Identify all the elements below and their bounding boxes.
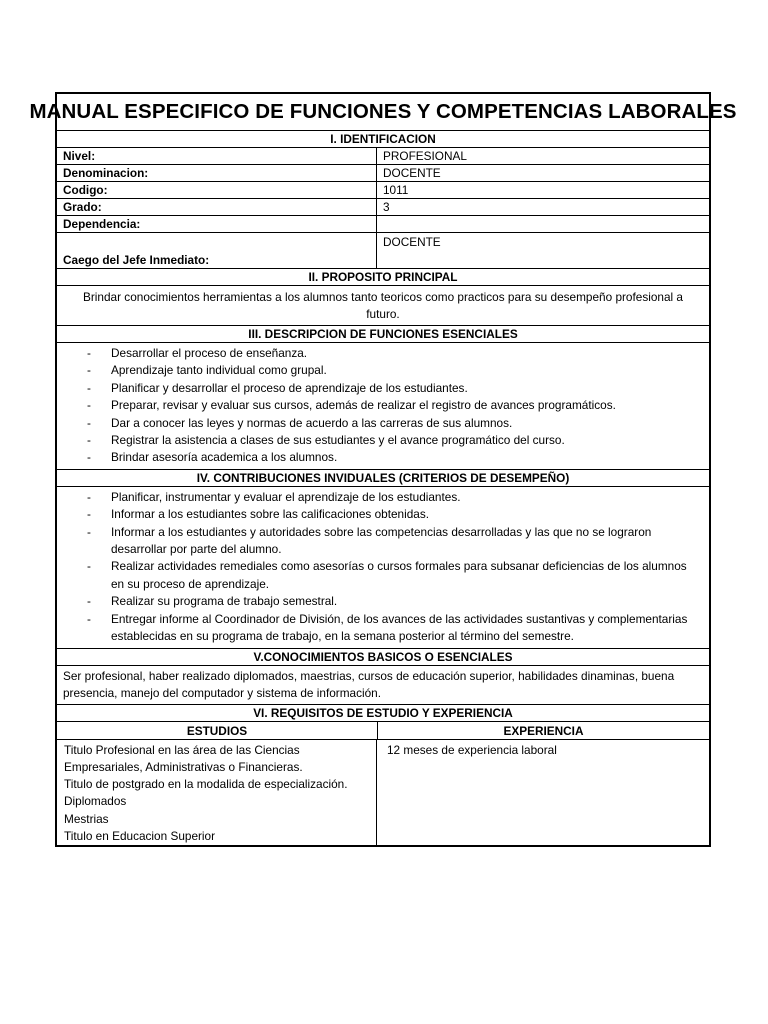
list-item [57,397,709,414]
funciones-list-container [57,342,709,469]
list-item-text: Realizar actividades remediales como asesorías o cursos formales para subsanar deficiencias de los alumnos en su proceso de aprendizaje. [111,559,687,591]
estudios-line: Empresariales, Administrativas o Financieras. [64,759,303,774]
functions-manual-document [29,92,737,847]
estudios-line: Diplomados [64,794,127,809]
list-item-text: Realizar su programa de trabajo semestral. [111,594,338,609]
document-title: MANUAL ESPECIFICO DE FUNCIONES Y COMPETENCIAS LABORALES [29,100,737,123]
list-item [57,345,709,362]
list-item-text: Entregar informe al Coordinador de División, de los avances de las actividades sustantivas y complementarias establecidas en su programa de trabajo, en la semana posterior al término del semestre. [111,611,688,644]
dash-bullet: - [87,346,91,360]
estudios-line: Mestrias [64,811,109,826]
proposito-text: Brindar conocimientos herramientas a los alumnos tanto teoricos como practicos para su desempeño profesional a futuro. [57,285,709,325]
field-codigo [57,181,709,198]
dash-bullet: - [87,524,91,539]
list-item-text: Desarrollar el proceso de enseñanza. [111,346,308,360]
field-label: Nivel: [57,148,377,164]
field-value [377,216,709,232]
field-denominacion [57,164,709,181]
field-label: Dependencia: [57,216,377,232]
field-dependencia [57,215,709,232]
dash-bullet: - [87,363,91,378]
estudios-line: Titulo Profesional en las área de las Ciencias [64,742,300,757]
field-value: DOCENTE [383,235,441,249]
field-label: Denominacion: [57,165,377,181]
dash-bullet: - [87,433,91,448]
list-item-text: Aprendizaje tanto individual como grupal. [111,363,327,378]
field-value: 1011 [383,183,409,197]
list-item [57,611,709,646]
experiencia-line: 12 meses de experiencia laboral [387,742,557,757]
dash-bullet: - [87,415,91,430]
contribuciones-list-container [57,486,709,648]
field-value: PROFESIONAL [383,149,467,163]
section-requisitos-heading: VI. REQUISITOS DE ESTUDIO Y EXPERIENCIA [57,704,709,721]
section-contribuciones-heading: IV. CONTRIBUCIONES INVIDUALES (CRITERIOS DE DESEMPEÑO) [57,469,709,486]
estudios-cell [57,740,377,845]
estudios-line: Titulo de postgrado en la modalida de especialización. [64,777,348,792]
dash-bullet: - [87,507,91,522]
list-item [57,489,709,506]
field-value: DOCENTE [383,166,441,180]
field-label: Codigo: [57,182,377,198]
list-item-text: Informar a los estudiantes sobre las calificaciones obtenidas. [111,507,430,522]
experiencia-header: EXPERIENCIA [503,723,584,738]
field-label: Grado: [57,199,377,215]
list-item-text: Registrar la asistencia a clases de sus estudiantes y el avance programático del curso. [111,433,565,448]
dash-bullet: - [87,450,91,465]
list-item-text: Planificar, instrumentar y evaluar el aprendizaje de los estudiantes. [111,489,461,504]
section-conocimientos-heading: V.CONOCIMIENTOS BASICOS O ESENCIALES [57,648,709,665]
experiencia-cell [377,740,709,845]
list-item [57,380,709,397]
dash-bullet: - [87,380,91,395]
requisitos-column-headers [57,721,709,739]
dash-bullet: - [87,594,91,609]
conocimientos-text: Ser profesional, haber realizado diplomados, maestrias, cursos de educación superior, habilidades dinaminas, buena presencia, manejo del computador y sistema de información. [57,665,709,704]
list-item-text: Brindar asesoría academica a los alumnos. [111,450,338,465]
list-item-text: Informar a los estudiantes y autoridades sobre las competencias desarrolladas y las que no se lograron desarrollar por parte del alumno. [111,524,652,557]
requisitos-body [57,739,709,845]
field-grado [57,198,709,215]
funciones-list [57,343,709,469]
field-jefe-inmediato [57,232,709,268]
list-item [57,449,709,466]
list-item [57,593,709,610]
list-item [57,524,709,559]
list-item [57,506,709,523]
section-identificacion-heading: I. IDENTIFICACION [57,130,709,147]
dash-bullet: - [87,489,91,504]
list-item [57,362,709,379]
section-funciones-heading: III. DESCRIPCION DE FUNCIONES ESENCIALES [57,325,709,342]
dash-bullet: - [87,611,91,626]
list-item-text: Dar a conocer las leyes y normas de acuerdo a las carreras de sus alumnos. [111,415,513,430]
list-item [57,558,709,593]
dash-bullet: - [87,398,91,413]
list-item [57,432,709,449]
field-nivel [57,147,709,164]
field-label: Caego del Jefe Inmediato: [57,233,377,268]
dash-bullet: - [87,559,91,574]
list-item-text: Preparar, revisar y evaluar sus cursos, además de realizar el registro de avances programáticos. [111,398,616,413]
field-value: 3 [383,200,390,214]
estudios-header: ESTUDIOS [57,722,378,739]
estudios-line: Titulo en Educacion Superior [64,828,216,843]
contribuciones-list [57,487,709,648]
section-proposito-heading: II. PROPOSITO PRINCIPAL [57,268,709,285]
list-item [57,415,709,432]
list-item-text: Planificar y desarrollar el proceso de aprendizaje de los estudiantes. [111,380,468,395]
